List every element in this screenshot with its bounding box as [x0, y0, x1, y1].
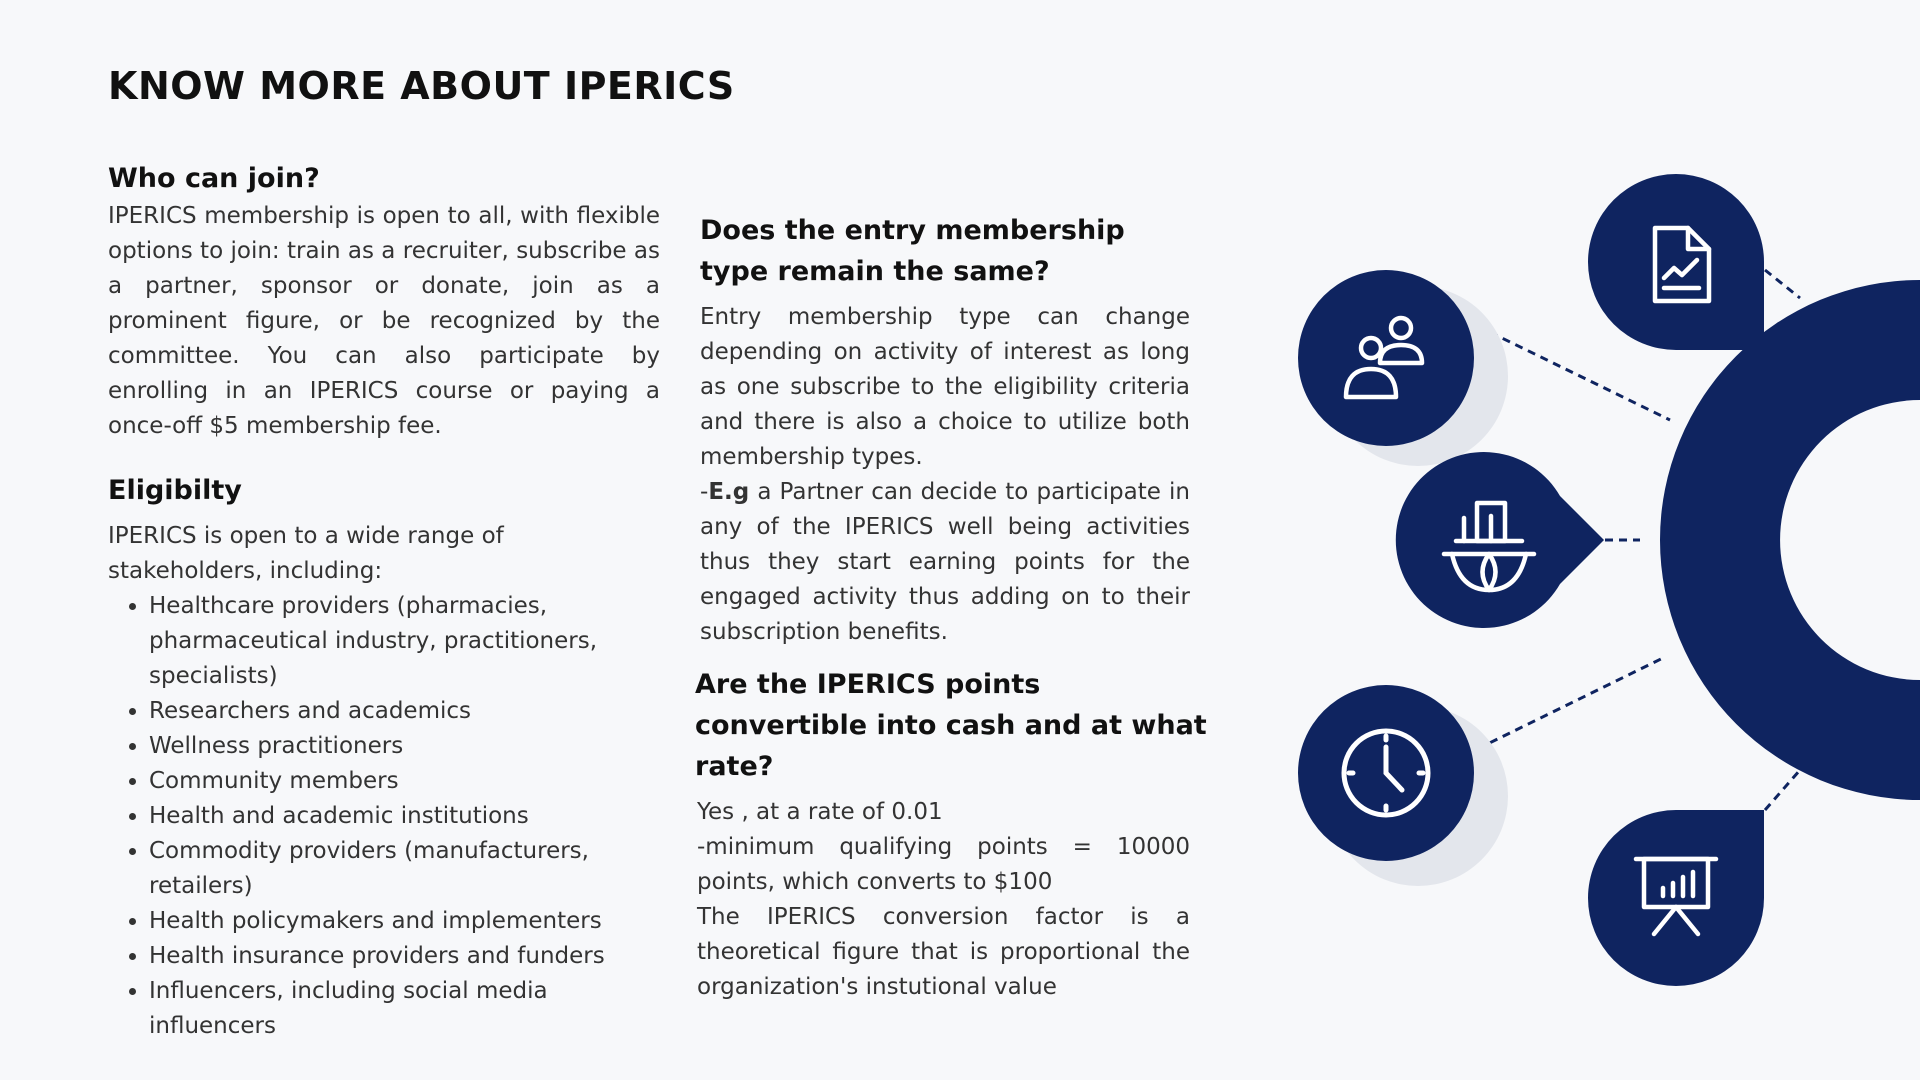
hub-diagram: [1260, 80, 1920, 1000]
eligibility-intro: IPERICS is open to a wide range of stakeholders, including:: [108, 523, 504, 584]
who-can-join-section: [108, 158, 660, 444]
clock-badge: [1298, 685, 1474, 861]
users-badge: [1298, 270, 1474, 446]
list-item: • Health policymakers and implementers: [149, 904, 660, 939]
hub-graphic: [1260, 80, 1920, 1000]
presentation-pin: [1588, 810, 1764, 986]
document-chart-pin: [1588, 174, 1764, 350]
who-can-join-heading: Who can join?: [108, 163, 320, 194]
points-line-3: The IPERICS conversion factor is a theoretical figure that is proportional the organization's instutional value: [697, 904, 1190, 1000]
example-text: a Partner can decide to participate in any of the IPERICS well being activities thus they start earning points for the engaged activity thus adding on to their subscription benefits.: [700, 479, 1190, 645]
points-line-1: Yes , at a rate of 0.01: [697, 799, 943, 825]
who-can-join-body: IPERICS membership is open to all, with flexible options to join: train as a recruiter, subscribe as a partner, sponsor or donate, join as a prominent figure, or be recognized by the committee. You can also participate by enrolling in an IPERICS course or paying a once-off $5 membership fee.: [108, 203, 660, 439]
eligibility-section: [108, 470, 660, 1044]
eligibility-heading: Eligibilty: [108, 475, 242, 506]
eligibility-list: [108, 589, 660, 1044]
bank-pin: [1396, 452, 1604, 628]
points-section: [695, 664, 1207, 1005]
points-body: [697, 795, 1190, 1005]
list-item: • Health and academic institutions: [149, 799, 660, 834]
membership-type-example: [700, 475, 1190, 650]
membership-type-body: Entry membership type can change depending on activity of interest as long as one subscribe to the eligibility criteria and there is also a choice to utilize both membership types.: [700, 304, 1190, 470]
list-item: • Wellness practitioners: [149, 729, 660, 764]
list-item: • Health insurance providers and funders: [149, 939, 660, 974]
list-item: • Commodity providers (manufacturers, retailers): [149, 834, 660, 904]
list-item: • Healthcare providers (pharmacies, pharmaceutical industry, practitioners, specialists): [149, 589, 660, 694]
points-line-2: -minimum qualifying points = 10000 points, which converts to $100: [697, 834, 1190, 895]
hub-ring: [1660, 280, 1920, 800]
left-column: [108, 158, 660, 1044]
points-heading: Are the IPERICS points convertible into cash and at what rate?: [695, 669, 1207, 782]
membership-type-heading: Does the entry membership type remain the same?: [700, 215, 1125, 287]
example-prefix: -: [700, 479, 709, 505]
list-item: • Researchers and academics: [149, 694, 660, 729]
middle-column: [695, 210, 1207, 1005]
list-item: • Influencers, including social media influencers: [149, 974, 660, 1044]
list-item: • Community members: [149, 764, 660, 799]
example-bold: E.g: [708, 479, 750, 505]
membership-type-section: [700, 210, 1190, 650]
page-title: KNOW MORE ABOUT IPERICS: [108, 64, 735, 108]
